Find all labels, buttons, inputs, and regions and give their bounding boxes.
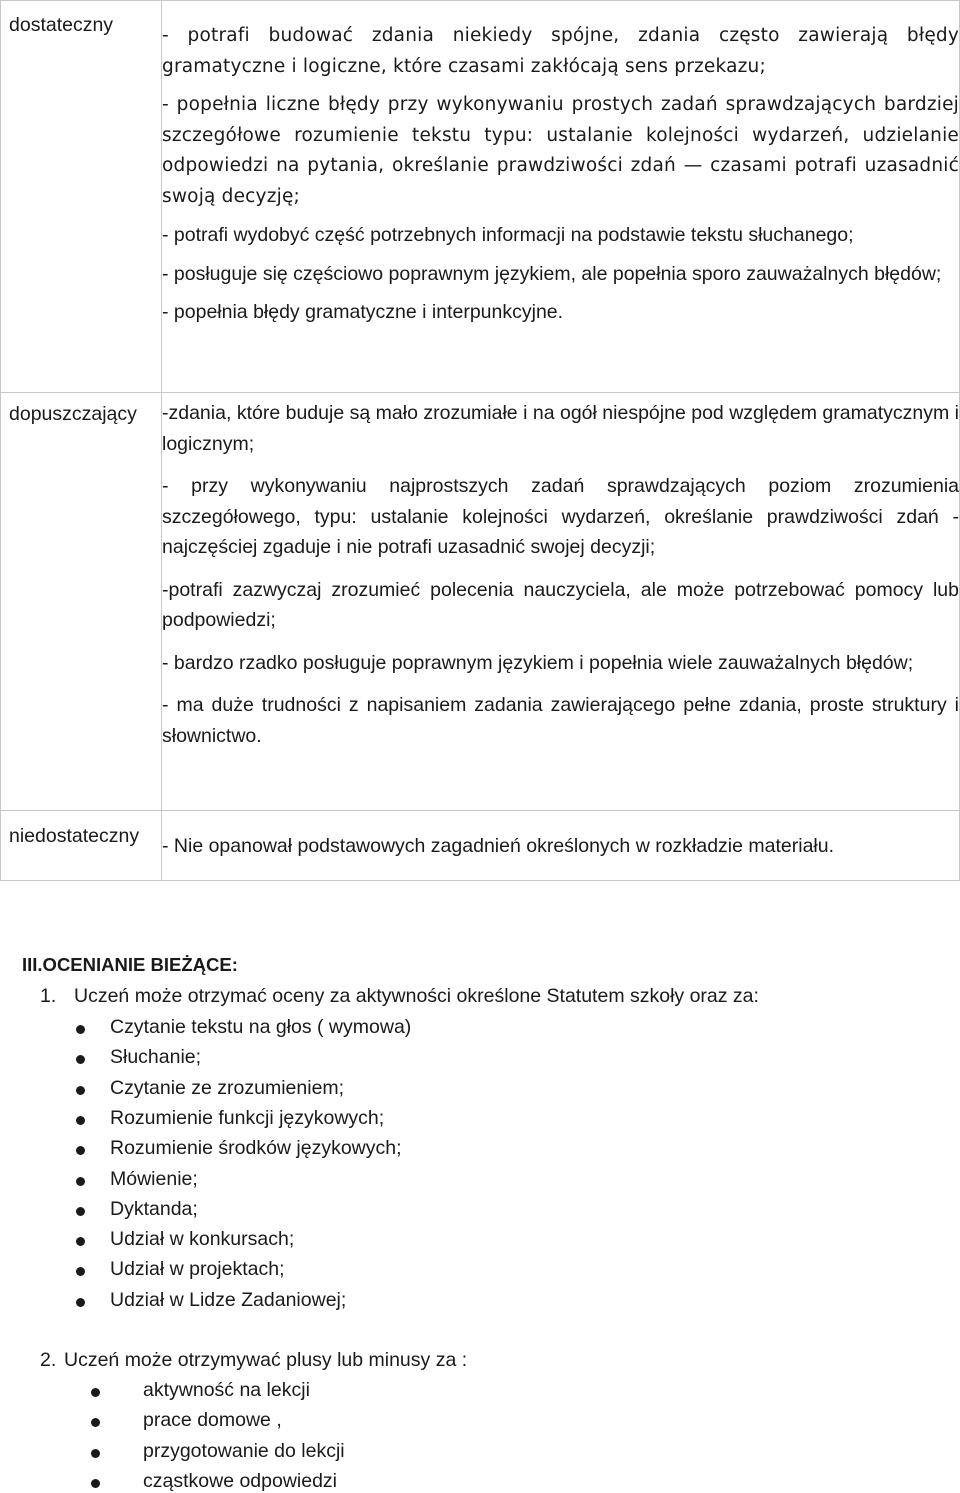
list-item: przygotowanie do lekcji bbox=[143, 1439, 345, 1462]
list-item: Słuchanie; bbox=[110, 1046, 202, 1069]
list-item: Udział w Lidze Zadaniowej; bbox=[110, 1288, 347, 1311]
grade-row-dopuszczajacy bbox=[1, 393, 960, 811]
section-heading: III.OCENIANIE BIEŻĄCE: bbox=[22, 954, 238, 975]
list-item: Rozumienie funkcji językowych; bbox=[110, 1106, 385, 1129]
grade-label: niedostateczny bbox=[9, 825, 140, 847]
grade-description-cell bbox=[162, 811, 960, 881]
criterion-paragraph: -zdania, które buduje są mało zrozumiałe i na ogół niespójne pod względem gramatycznym i logicznym; bbox=[162, 402, 959, 455]
bullet-icon bbox=[76, 1177, 85, 1186]
grade-label-cell bbox=[1, 811, 162, 881]
grade-row-niedostateczny bbox=[1, 811, 960, 881]
list-item: Czytanie tekstu na głos ( wymowa) bbox=[110, 1016, 412, 1038]
bullet-icon bbox=[91, 1479, 100, 1488]
criterion-paragraph: - bardzo rzadko posługuje poprawnym językiem i popełnia wiele zauważalnych błędów; bbox=[162, 651, 914, 674]
bullet-icon bbox=[76, 1146, 85, 1155]
bullet-icon bbox=[91, 1388, 100, 1397]
criterion-paragraph: - popełnia liczne błędy przy wykonywaniu prostych zadań sprawdzających bardziej szczegółowe rozumienie tekstu typu: ustalanie kolejności wydarzeń, udzielanie odpowiedzi na pytania, określanie prawdziwości zdań — czasami potrafi uzasadnić swoją decyzję; bbox=[162, 94, 959, 207]
bullet-icon bbox=[76, 1086, 85, 1095]
grade-label-cell bbox=[1, 393, 162, 811]
bullet-icon bbox=[76, 1116, 85, 1125]
list-number: 2. bbox=[40, 1349, 57, 1371]
grade-row-dostateczny bbox=[1, 1, 960, 393]
grade-description-cell bbox=[162, 393, 960, 811]
bullet-icon bbox=[76, 1025, 85, 1034]
criterion-paragraph: -potrafi zazwyczaj zrozumieć polecenia nauczyciela, ale może potrzebować pomocy lub podpowiedzi; bbox=[162, 578, 959, 631]
list-item: Rozumienie środków językowych; bbox=[110, 1137, 402, 1160]
bullet-icon bbox=[91, 1418, 100, 1427]
grade-label: dostateczny bbox=[9, 14, 114, 36]
bullet-icon bbox=[76, 1055, 85, 1064]
criterion-paragraph: - popełnia błędy gramatyczne i interpunkcyjne. bbox=[162, 301, 564, 323]
criterion-paragraph: - Nie opanował podstawowych zagadnień określonych w rozkładzie materiału. bbox=[162, 835, 835, 857]
criterion-paragraph: - ma duże trudności z napisaniem zadania zawierającego pełne zdania, proste struktury i słownictwo. bbox=[162, 694, 959, 747]
bullet-icon bbox=[76, 1237, 85, 1246]
bullet-icon bbox=[76, 1207, 85, 1216]
list-item: Dyktanda; bbox=[110, 1197, 198, 1220]
list-item-text: Uczeń może otrzymywać plusy lub minusy za : bbox=[64, 1349, 468, 1371]
criterion-paragraph: - potrafi wydobyć część potrzebnych informacji na podstawie tekstu słuchanego; bbox=[162, 224, 854, 246]
grade-description-cell bbox=[162, 1, 960, 393]
criterion-paragraph: - posługuje się częściowo poprawnym językiem, ale popełnia sporo zauważalnych błędów; bbox=[162, 262, 942, 285]
bullet-icon bbox=[91, 1449, 100, 1458]
criterion-paragraph: - przy wykonywaniu najprostszych zadań sprawdzających poziom zrozumienia szczegółowego, typu: ustalanie kolejności wydarzeń, określanie prawdziwości zdań - najczęściej zgaduje i nie potrafi uzasadnić swojej decyzji; bbox=[162, 475, 959, 558]
list-item: Udział w konkursach; bbox=[110, 1228, 295, 1251]
grade-label-cell bbox=[1, 1, 162, 393]
grade-label: dopuszczający bbox=[9, 403, 137, 425]
list-number: 1. bbox=[40, 985, 57, 1007]
list-item: aktywność na lekcji bbox=[143, 1379, 310, 1401]
list-item: Udział w projektach; bbox=[110, 1258, 285, 1281]
criterion-paragraph: - potrafi budować zdania niekiedy spójne, zdania często zawierają błędy gramatyczne i logiczne, które czasami zakłócają sens przekazu; bbox=[162, 25, 959, 77]
bullet-icon bbox=[76, 1298, 85, 1307]
list-item-text: Uczeń może otrzymać oceny za aktywności określone Statutem szkoły oraz za: bbox=[74, 985, 759, 1007]
list-item: Czytanie ze zrozumieniem; bbox=[110, 1076, 345, 1099]
list-item: cząstkowe odpowiedzi bbox=[143, 1469, 338, 1492]
list-item: prace domowe , bbox=[143, 1409, 282, 1432]
bullet-icon bbox=[76, 1267, 85, 1276]
list-item: Mówienie; bbox=[110, 1167, 198, 1190]
